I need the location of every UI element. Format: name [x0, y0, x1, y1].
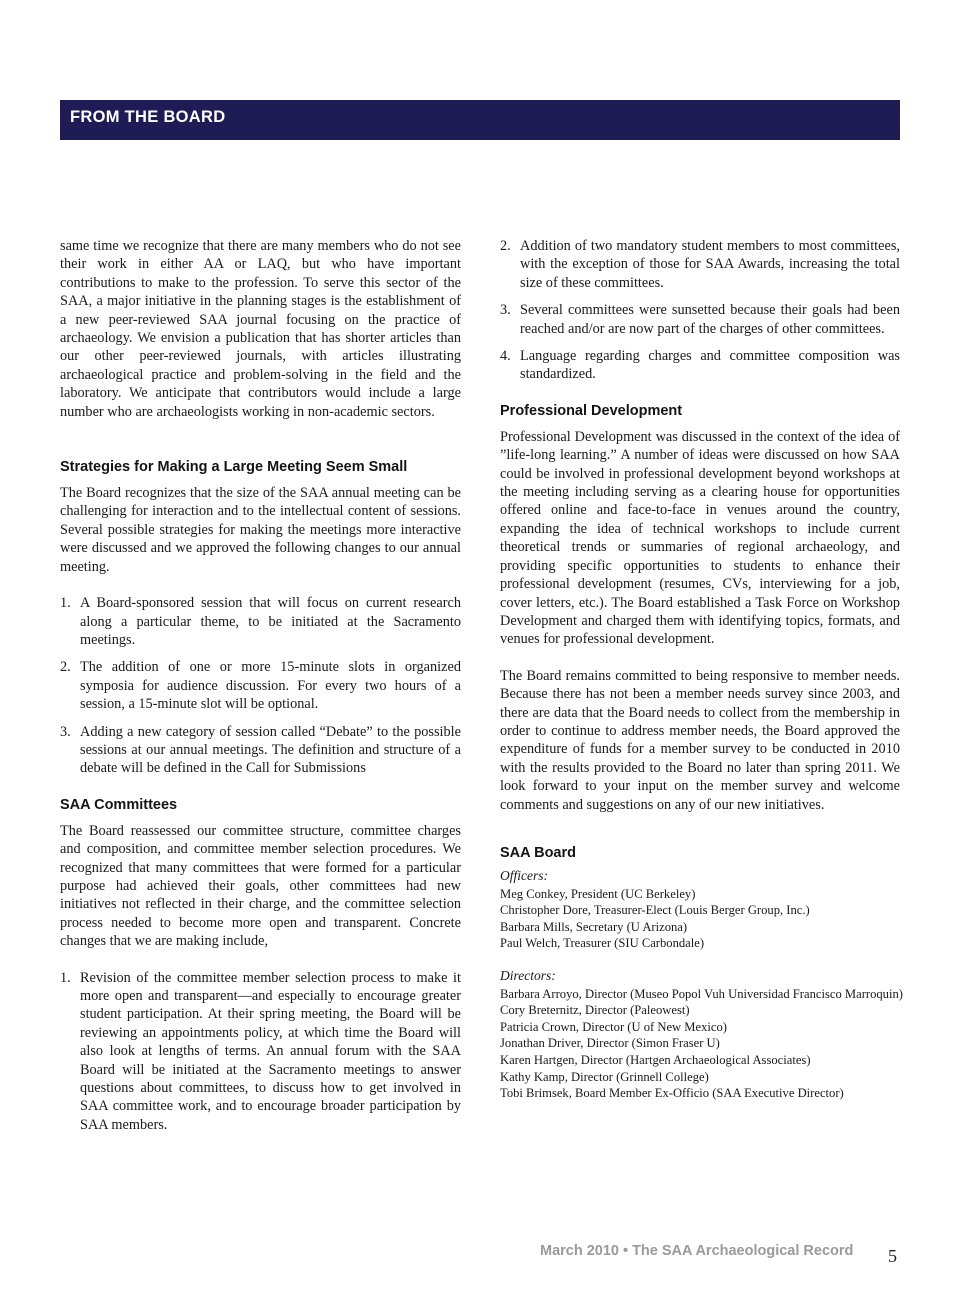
issue-date: March 2010 [540, 1243, 619, 1259]
committees-list-continued [500, 237, 900, 384]
list-item: 4. Language regarding charges and committee composition was standardized. [500, 348, 900, 383]
left-column [60, 237, 461, 1143]
list-item: 1. A Board-sponsored session that will focus on current research along a particular theme, to be initiated at the Sacramento meetings. [60, 595, 461, 648]
director-entry: Jonathan Driver, Director (Simon Fraser U) [500, 1036, 720, 1051]
officer-entry: Meg Conkey, President (UC Berkeley) [500, 886, 696, 901]
board-directors [500, 967, 903, 1102]
officer-entry: Barbara Mills, Secretary (U Arizona) [500, 919, 688, 934]
board-officers [500, 868, 900, 952]
committees-list [60, 969, 461, 1135]
bullet-separator: • [623, 1243, 629, 1259]
right-column [500, 237, 903, 1102]
director-entry: Patricia Crown, Director (U of New Mexico) [500, 1019, 727, 1034]
officers-label: Officers: [500, 867, 548, 883]
member-survey-paragraph: The Board remains committed to being responsive to member needs. Because there has not been a member needs survey since 2003, and there are data that the Board needs to collect from the membership in order to continue to address member needs, the Board approved the expenditure of funds for a member survey to be conducted in 2010 with the results provided to the Board no later than spring 2011. We look forward to your input on the member survey and welcome comments and suggestions on any of our new initiatives. [500, 667, 900, 813]
saa-board-heading: SAA Board [500, 844, 576, 861]
list-item: 1. Revision of the committee member selection process to make it more open and transparent—and especially to encourage greater student participation. At their spring meeting, the Board will be reviewing an appointments policy, at which time the Board will also look at lengths of terms. An annual forum with the SAA Board will be initiated at the Sacramento meetings to answer questions about committees, to discuss how to get involved in SAA committee work, and to encourage broader participation by SAA members. [60, 969, 461, 1133]
strategies-paragraph: The Board recognizes that the size of the SAA annual meeting can be challenging for interaction and to the intellectual content of sessions. Several possible strategies for making the meetings more interactive were discussed and we approved the following changes to our annual meeting. [60, 485, 461, 575]
section-title: FROM THE BOARD [70, 108, 226, 126]
director-entry: Cory Breternitz, Director (Paleowest) [500, 1003, 690, 1018]
list-item: 2. The addition of one or more 15-minute slots in organized symposia for audience discussion. For every two hours of a session, a 15-minute slot will be optional. [60, 659, 461, 713]
director-entry: Karen Hartgen, Director (Hartgen Archaeological Associates) [500, 1052, 811, 1067]
intro-paragraph: same time we recognize that there are many members who do not see their work in either AA or LAQ, but who have important contributions to make to the profession. To serve this sector of the SAA, a major initiative in the planning stages is the establishment of a new peer-reviewed SAA journal focusing on the practice of archaeology. We envision a publication that has shorter articles than our other peer-reviewed journals, with articles illustrating archaeological practice and problem-solving in the field and the laboratory. We anticipate that contributors would include a large number who are archaeologists working in non-academic sectors. [60, 238, 461, 420]
director-entry: Kathy Kamp, Director (Grinnell College) [500, 1069, 709, 1084]
list-item: 2. Addition of two mandatory student members to most committees, with the exception of those for SAA Awards, increasing the total size of these committees. [500, 238, 900, 291]
directors-label: Directors: [500, 967, 556, 983]
section-banner [60, 100, 900, 140]
page-footer [540, 1243, 853, 1259]
publication-name: The SAA Archaeological Record [632, 1243, 854, 1259]
list-item: 3. Several committees were sunsetted because their goals had been reached and/or are now part of the charges of other committees. [500, 302, 900, 337]
director-entry: Barbara Arroyo, Director (Museo Popol Vuh Universidad Francisco Marroquin) [500, 986, 903, 1001]
page-number: 5 [888, 1246, 897, 1266]
committees-paragraph: The Board reassessed our committee structure, committee charges and composition, and committee member selection procedures. We recognized that many committees that were formed for a particular purpose had achieved their goals, other committees had new initiatives not reflected in their charge, and the committee selection process needed to become more open and transparent. Concrete changes that we are making include, [60, 822, 461, 950]
professional-development-paragraph: Professional Development was discussed in the context of the idea of ”life-long learning.” A number of ideas were discussed on how SAA could be involved in professional development beyond workshops at the meeting including serving as a clearing house for opportunities offered online and face-to-face in venues around the country, expanding the idea of technical workshops to include current theoretical trends or summaries of regional archaeology, and providing specific opportunities to students to enhance their professional development (resumes, CVs, interviewing for a job, cover letters, etc.). The Board established a Task Force on Workshop Development and charged them with identifying topics, formats, and venues for professional development. [500, 428, 900, 648]
professional-development-heading: Professional Development [500, 402, 683, 419]
list-item: 3. Adding a new category of session called “Debate” to the possible sessions at our annual meetings. The definition and structure of a debate will be defined in the Call for Submissions [60, 723, 461, 777]
officer-entry: Christopher Dore, Treasurer-Elect (Louis Berger Group, Inc.) [500, 903, 810, 918]
officer-entry: Paul Welch, Treasurer (SIU Carbondale) [500, 936, 705, 951]
strategies-list [60, 594, 461, 778]
committees-heading: SAA Committees [60, 796, 178, 813]
strategies-heading: Strategies for Making a Large Meeting Seem Small [60, 459, 408, 476]
director-entry: Tobi Brimsek, Board Member Ex-Officio (SAA Executive Director) [500, 1086, 844, 1101]
